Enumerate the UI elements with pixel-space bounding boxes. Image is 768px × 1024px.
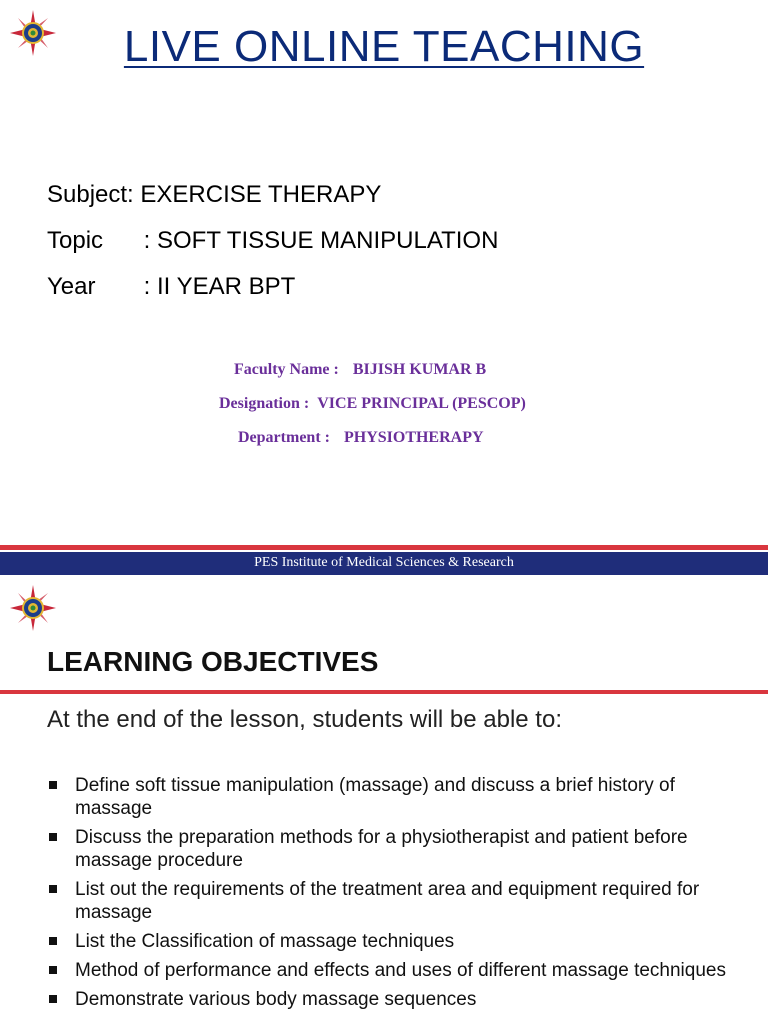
objectives-title: LEARNING OBJECTIVES [47,646,379,677]
page-title: LIVE ONLINE TEACHING [123,22,645,71]
institute-logo-icon [10,585,56,631]
subject-label: Subject: [47,181,134,208]
department-row [238,429,484,447]
bullet-square-icon [49,995,57,1003]
list-item: List the Classification of massage techniques [47,930,737,953]
footer-text: PES Institute of Medical Sciences & Research [254,555,514,570]
list-item: Define soft tissue manipulation (massage) and discuss a brief history of massage [47,774,737,820]
objectives-list [47,774,737,1017]
bullet-square-icon [49,885,57,893]
subject-value: EXERCISE THERAPY [140,181,382,208]
bullet-square-icon [49,781,57,789]
faculty-row [234,361,486,379]
objectives-intro: At the end of the lesson, students will be able to: [47,706,562,733]
subject-row [47,181,381,209]
topic-row [47,227,498,255]
bullet-square-icon [49,833,57,841]
designation-row [219,395,526,413]
designation-label: Designation : [219,395,310,412]
year-label: Year [47,273,96,300]
list-item: Method of performance and effects and uses of different massage techniques [47,959,737,982]
topic-value: : SOFT TISSUE MANIPULATION [143,227,499,254]
footer-red-line [0,545,768,550]
bullet-square-icon [49,937,57,945]
designation-value: VICE PRINCIPAL (PESCOP) [317,395,526,412]
year-row [47,273,295,301]
list-item: Discuss the preparation methods for a physiotherapist and patient before massage procedure [47,826,737,872]
year-value: : II YEAR BPT [143,273,296,300]
department-value: PHYSIOTHERAPY [343,429,484,446]
title-divider [0,690,768,694]
department-label: Department : [238,429,330,446]
list-item: List out the requirements of the treatment area and equipment required for massage [47,878,737,924]
objectives-slide [0,575,768,1024]
faculty-value: BIJISH KUMAR B [352,361,487,378]
topic-label: Topic [47,227,104,254]
bullet-square-icon [49,966,57,974]
faculty-label: Faculty Name : [234,361,339,378]
list-item: Demonstrate various body massage sequences [47,988,737,1011]
